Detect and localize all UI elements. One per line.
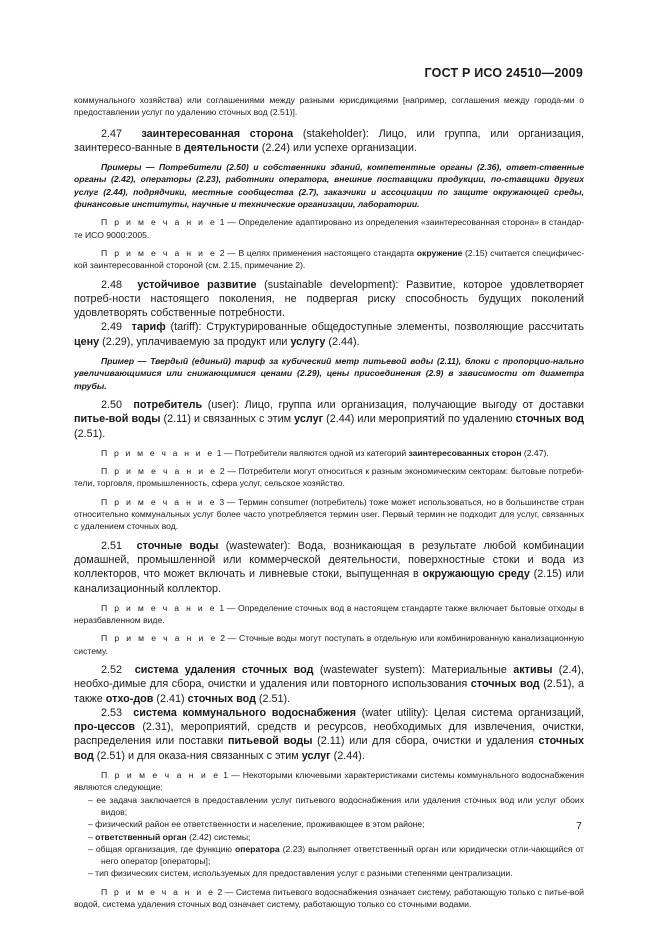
term-2-48: 2.48 устойчивое развитие (sustainable development): Развитие, которое удовлетворяет потреб-ности настоящего поколения, не подвергая риску способность будущих поколений удовлетворять собственные потребности. — [74, 278, 584, 320]
note-label: П р и м е ч а н и е — [101, 247, 218, 258]
term-number: 2.48 — [101, 278, 123, 291]
note-label: П р и м е ч а н и е — [101, 496, 217, 507]
term-number: 2.47 — [101, 127, 123, 140]
term-title: устойчивое развитие — [137, 278, 257, 291]
list-item: – тип физических систем, используемых для предоставления услуг с разными степенями централизации. — [88, 868, 513, 879]
note-2-51-2: П р и м е ч а н и е 2 — Сточные воды могут поступать в отдельную или комбинированную канализационную систему. — [74, 633, 584, 656]
note-label: П р и м е ч а н и е — [101, 886, 216, 897]
example-2-47: Примеры — Потребители (2.50) и собственники зданий, компетентные органы (2.36), ответ-ственные органы (2.42), операторы (2.23), работники оператора, внешние поставщики продукции, по-ставщики других услуг (2.44), подрядчики, местные сообщества (2.7), заказчики и ассоциации по защите окружающей среды, финансовые институты, научные и технические организации, лаборатории. — [74, 162, 584, 210]
term-2-49: 2.49 тариф (tariff): Структурированные общедоступные элементы, позволяющие рассчитать цену (2.29), уплачиваемую за продукт или услугу (2.44). — [74, 321, 585, 348]
term-2-51: 2.51 сточные воды (wastewater): Вода, возникающая в результате любой комбинации домашней, промышленной или коммерческой деятельности, поверхностные стоки и вода из коллекторов, что может включать и ливневые стоки, выпущенная в окружающую среду (2.15) или канализационный коллектор. — [74, 539, 585, 595]
document-body — [74, 94, 584, 910]
note-2-47-1: П р и м е ч а н и е 1 — Определение адаптировано из определения «заинтересованная сторона» в стандар-те ИСО 9000:2005. — [74, 217, 585, 240]
example-2-49: Пример — Твердый (единый) тариф за кубический метр питьевой воды (2.11), блоки с пропорцио-нально увеличивающимися или снижающимися ценами (2.29), цены присоединения (2.9) в зависимости от диаметра трубы. — [74, 356, 584, 391]
term-number: 2.50 — [101, 398, 123, 411]
page-number: 7 — [576, 820, 582, 832]
term-2-47: 2.47 заинтересованная сторона (stakeholder): Лицо, или группа, или организация, заинтересо-ванные в деятельности (2.24) или успехе организации. — [74, 127, 585, 154]
term-title: тариф — [131, 321, 166, 334]
list-item: – ответственный орган (2.42) системы; — [88, 831, 251, 842]
list-item: – ее задача заключается в предоставлении услуг питьевого водоснабжения или удаления сточных вод или услуг обоих видов; — [88, 794, 584, 817]
note-2-50-1: П р и м е ч а н и е 1 — Потребители являются одной из категорий заинтересованных сторон (2.47). — [101, 447, 549, 458]
term-2-52: 2.52 система удаления сточных вод (wastewater system): Материальные активы (2.4), необхо-димые для сбора, очистки и удаления или повторного использования сточных вод (2.51), а также отхо-дов (2.41) сточных вод (2.51). — [74, 663, 584, 705]
note-label: П р и м е ч а н и е — [101, 633, 218, 644]
document-header: ГОСТ Р ИСО 24510—2009 — [424, 66, 583, 80]
note-2-51-1: П р и м е ч а н и е 1 — Определение сточных вод в настоящем стандарте также включает бытовые отходы в неразбавленном виде. — [74, 602, 584, 626]
note-2-50-2: П р и м е ч а н и е 2 — Потребители могут относиться к разным экономическим секторам: бытовые потреби-тели, торговля, промышленность, сфера услуг, сельское хозяйство. — [74, 466, 584, 489]
term-title: потребитель — [133, 398, 203, 411]
note-2-53-1: П р и м е ч а н и е 1 — Некоторыми ключевыми характеристиками системы коммунального водоснабжения являются следующие: — [74, 770, 584, 793]
note-2-47-2: П р и м е ч а н и е 2 — В целях применения настоящего стандарта окружение (2.15) считается специфичес-кой заинтересованной стороной (см. 2.15, примечание 2). — [74, 247, 585, 271]
term-number: 2.52 — [101, 663, 123, 676]
term-number: 2.49 — [101, 321, 123, 334]
term-2-53: 2.53 система коммунального водоснабжения (water utility): Целая система организаций, про-цессов (2.31), мероприятий, средств и ресурсов, необходимых для извлечения, очистки, распределения или поставки питьевой воды (2.11) или для сбора, очистки и удаления сточных вод (2.51) и для оказа-ния связанных с этим услуг (2.44). — [74, 706, 585, 762]
intro-paragraph: коммунального хозяйства) или соглашениями между разными юрисдикциями [например, соглашения между города-ми о предоставлении услуг по удалению сточных вод (2.51)]. — [74, 95, 584, 118]
term-2-50: 2.50 потребитель (user): Лицо, группа или организация, получающие выгоду от доставки питье-вой воды (2.11) и связанных с этим услуг (2.44) или мероприятий по удалению сточных вод (2.51). — [74, 398, 585, 440]
list-item: – физический район ее ответственности и население, проживающее в этом районе; — [88, 819, 425, 830]
term-title: система удаления сточных вод — [134, 663, 314, 676]
note-label: П р и м е ч а н и е — [101, 466, 218, 477]
term-title: система коммунального водоснабжения — [133, 706, 357, 719]
term-number: 2.51 — [101, 539, 123, 552]
note-2-53-2: П р и м е ч а н и е 2 — Система питьевого водоснабжения означает систему, работающую только с питье-вой водой, система удаления сточных вод означает систему, работающую только со сточными водами. — [74, 886, 584, 910]
note-label: П р и м е ч а н и е — [101, 602, 217, 613]
term-title: заинтересованная сторона — [141, 127, 294, 140]
term-number: 2.53 — [101, 706, 123, 719]
term-title: сточные воды — [136, 539, 219, 552]
note-label: П р и м е ч а н и е — [101, 447, 215, 458]
note-label: П р и м е ч а н и е — [101, 217, 218, 228]
list-item: – общая организация, где функцию оператора (2.23) выполняет ответственный орган или юридически отли-чающийся от него оператор [операторы]; — [88, 843, 584, 867]
note-2-50-3: П р и м е ч а н и е 3 — Термин consumer (потребитель) тоже может использоваться, но в большинстве стран относительно коммунальных услуг более часто употребляется термин user. Первый термин не подходит для услуг, связанных с удалением сточных вод. — [74, 496, 584, 532]
note-label: П р и м е ч а н и е — [101, 770, 221, 781]
